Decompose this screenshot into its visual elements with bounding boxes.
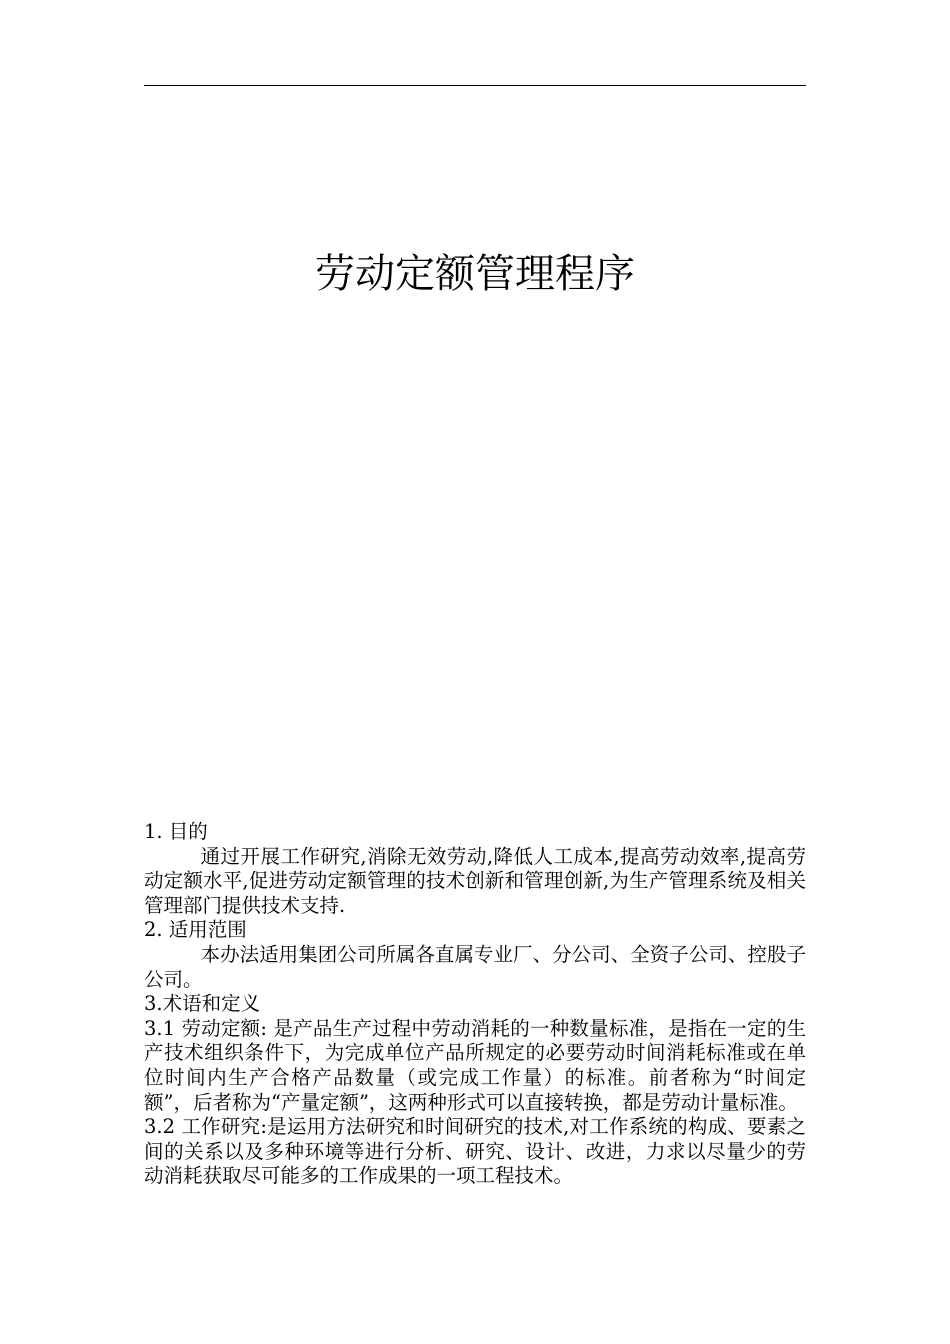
- term-labor-quota: 3.1 劳动定额: 是产品生产过程中劳动消耗的一种数量标准，是指在一定的生产技术组织条件下，为完成单位产品所规定的必要劳动时间消耗标准或在单位时间内生产合格产品数量（或完成工作量）的标准。前者称为“时间定额”，后者称为“产量定额”，这两种形式可以直接转换，都是劳动计量标准。: [144, 1016, 806, 1114]
- document-title: 劳动定额管理程序: [315, 251, 635, 297]
- header-rule: [144, 85, 806, 86]
- section-paragraph-purpose: 通过开展工作研究,消除无效劳动,降低人工成本,提高劳动效率,提高劳动定额水平,促进劳动定额管理的技术创新和管理创新,为生产管理系统及相关管理部门提供技术支持.: [144, 844, 806, 917]
- section-heading-scope: 2. 适用范围: [144, 918, 247, 942]
- term-work-study: 3.2 工作研究:是运用方法研究和时间研究的技术,对工作系统的构成、要素之间的关系以及多种环境等进行分析、研究、设计、改进，力求以尽量少的劳动消耗获取尽可能多的工作成果的一项工程技术。: [144, 1115, 806, 1188]
- document-body: [144, 820, 806, 1189]
- section-paragraph-scope: 本办法适用集团公司所属各直属专业厂、分公司、全资子公司、控股子公司。: [144, 942, 806, 991]
- section-heading-terms: 3.术语和定义: [144, 992, 261, 1016]
- section-heading-purpose: 1. 目的: [144, 820, 208, 843]
